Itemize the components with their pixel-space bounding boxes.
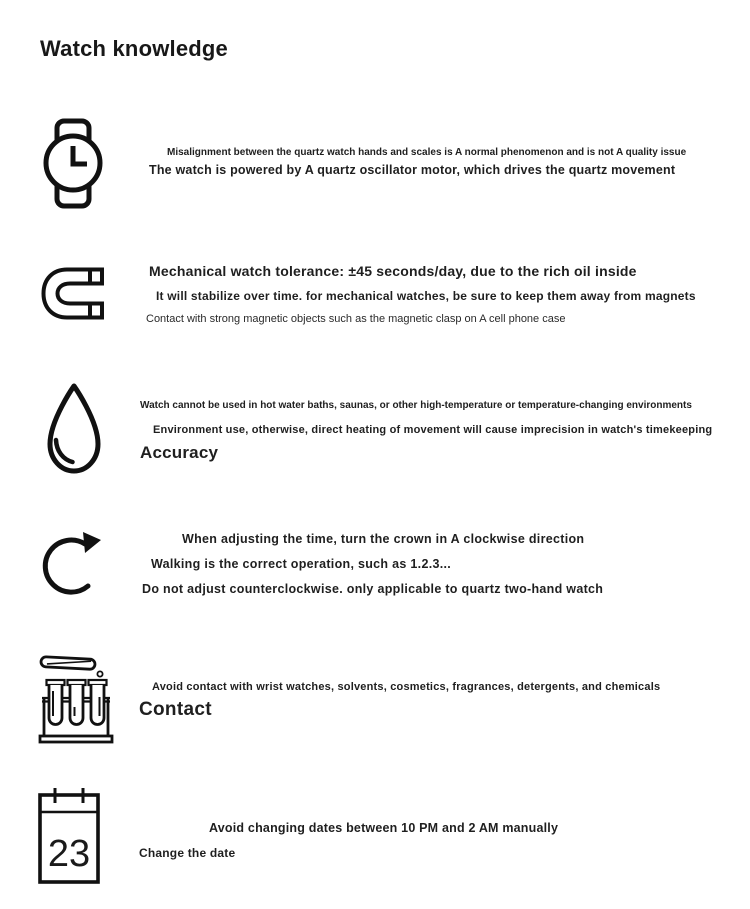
magnet-icon [40, 266, 104, 321]
rotate-clockwise-icon [42, 527, 103, 600]
calendar-day-number: 23 [47, 833, 91, 875]
note-line: Walking is the correct operation, such as 1.2.3... [151, 557, 452, 571]
note-line: Environment use, otherwise, direct heating of movement will cause imprecision in watch's timekeeping [153, 424, 713, 436]
section-heading: Accuracy [140, 443, 219, 462]
note-line: Change the date [139, 846, 236, 860]
note-line: Mechanical watch tolerance: ±45 seconds/day, due to the rich oil inside [149, 263, 637, 279]
note-line: The watch is powered by A quartz oscillator motor, which drives the quartz movement [149, 163, 676, 177]
water-drop-icon [42, 381, 106, 476]
note-line: It will stabilize over time. for mechanical watches, be sure to keep them away from magnets [156, 289, 696, 303]
note-line: Misalignment between the quartz watch hands and scales is A normal phenomenon and is not A quality issue [167, 147, 687, 158]
note-line: Contact with strong magnetic objects such as the magnetic clasp on A cell phone case [146, 313, 566, 325]
note-line: Avoid contact with wrist watches, solvents, cosmetics, fragrances, detergents, and chemicals [152, 681, 661, 693]
note-line: When adjusting the time, turn the crown in A clockwise direction [182, 532, 585, 546]
note-line: Do not adjust counterclockwise. only applicable to quartz two-hand watch [142, 582, 604, 596]
calendar-icon [37, 787, 101, 885]
watch-icon [42, 117, 104, 210]
page-title: Watch knowledge [40, 36, 228, 61]
note-line: Watch cannot be used in hot water baths, saunas, or other high-temperature or temperature-changing environments [140, 400, 692, 411]
section-heading: Contact [139, 699, 212, 720]
test-tubes-icon [37, 649, 115, 745]
note-line: Avoid changing dates between 10 PM and 2 AM manually [209, 821, 559, 835]
